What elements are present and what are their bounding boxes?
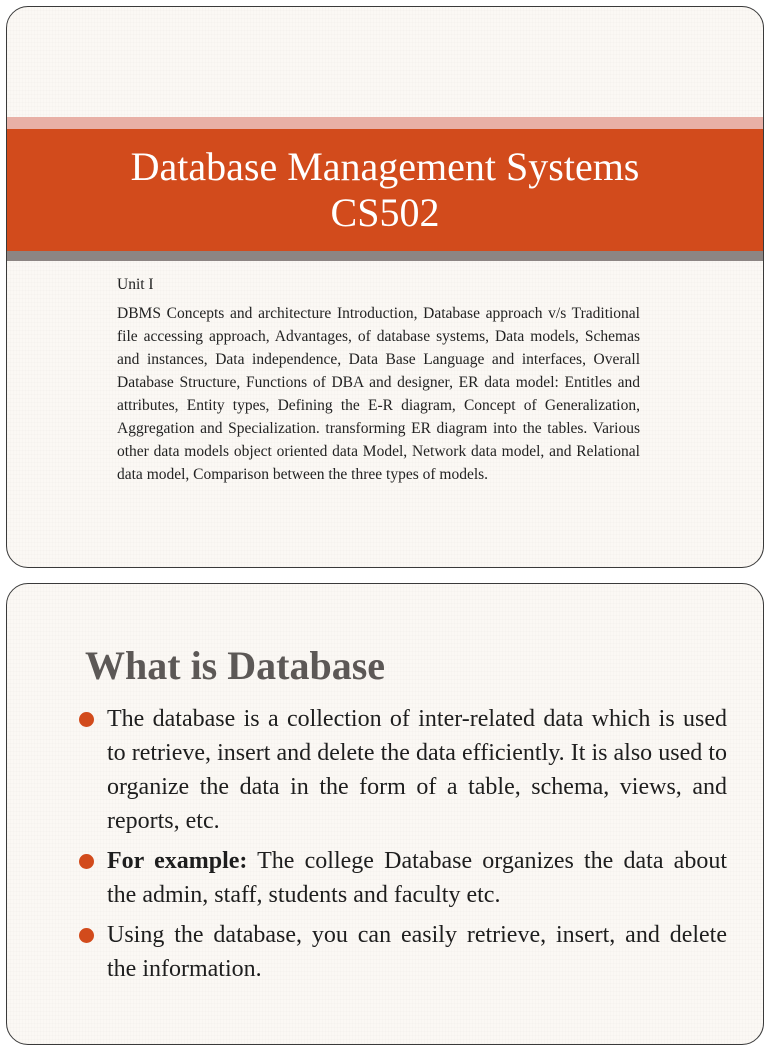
pink-accent-band <box>7 117 763 129</box>
slide-title: Database Management Systems <box>130 144 640 189</box>
slide-1-body <box>117 273 640 486</box>
bullet-text: The database is a collection of inter-related data which is used to retrieve, insert and delete the data efficiently. It is also used to organize the data in the form of a table, schema, views, and reports, etc. <box>107 706 727 834</box>
bullet-item <box>73 844 727 912</box>
unit-label: Unit I <box>117 276 154 293</box>
bullet-list <box>73 702 727 992</box>
bullet-dot-icon <box>79 854 94 869</box>
bullet-item <box>73 918 727 986</box>
slide-2 <box>6 583 764 1045</box>
bullet-text: Using the database, you can easily retrieve, insert, and delete the information. <box>107 922 727 982</box>
bullet-dot-icon <box>79 928 94 943</box>
slide-2-heading: What is Database <box>85 643 386 688</box>
gray-divider-band <box>7 251 763 261</box>
course-code: CS502 <box>330 190 440 235</box>
slide-1 <box>6 6 764 568</box>
title-band <box>7 129 763 251</box>
bullet-text: The college Database organizes the data about the admin, staff, students and faculty etc. <box>107 848 728 908</box>
bullet-bold-lead: For example: <box>107 848 248 874</box>
syllabus-paragraph: DBMS Concepts and architecture Introduction, Database approach v/s Traditional file accessing approach, Advantages, of database systems, Data models, Schemas and instances, Data independence, Data Base Language and interfaces, Overall Database Structure, Functions of DBA and designer, ER data model: Entitles and attributes, Entity types, Defining the E-R diagram, Concept of Generalization, Aggregation and Specialization. transforming ER diagram into the tables. Various other data models object oriented data Model, Network data model, and Relational data model, Comparison between the three types of models. <box>117 305 640 483</box>
bullet-item <box>73 702 727 838</box>
bullet-dot-icon <box>79 712 94 727</box>
